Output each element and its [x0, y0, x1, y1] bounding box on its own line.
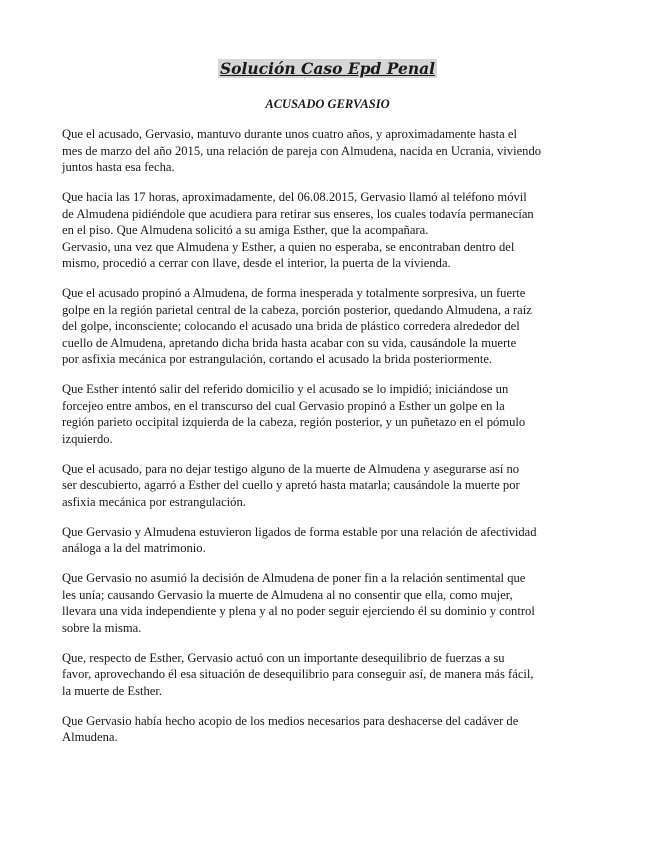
paragraph-line: por asfixia mecánica por estrangulación, cortando el acusado la brida posteriormente. — [62, 352, 493, 366]
paragraph — [62, 126, 562, 176]
paragraph-line: Que el acusado, para no dejar testigo alguno de la muerte de Almudena y asegurarse así no — [62, 461, 520, 476]
paragraph-line: cuello de Almudena, apretando dicha brida hasta acabar con su vida, causándole la muerte — [62, 335, 517, 350]
paragraph-line: mismo, procedió a cerrar con llave, desde el interior, la puerta de la vivienda. — [62, 256, 451, 270]
document-title — [0, 59, 655, 78]
paragraph-line: ser descubierto, agarró a Esther del cuello y apretó hasta matarla; causándole la muerte por — [62, 478, 520, 492]
paragraph — [62, 570, 562, 636]
paragraph-line: les unía; causando Gervasio la muerte de Almudena al no consentir que ella, como mujer, — [62, 587, 513, 602]
paragraph-line: Que hacia las 17 horas, aproximadamente, del 06.08.2015, Gervasio llamó al teléfono móvil — [62, 190, 527, 204]
paragraph-line: juntos hasta esa fecha. — [62, 160, 175, 174]
paragraph-line: Que el acusado, Gervasio, mantuvo durante unos cuatro años, y aproximadamente hasta el — [62, 127, 517, 141]
paragraph-line: Almudena. — [62, 730, 118, 744]
paragraph-line: Que Esther intentó salir del referido domicilio y el acusado se lo impidió; iniciándose un — [62, 382, 509, 396]
paragraph — [62, 381, 562, 447]
document-subtitle: ACUSADO GERVASIO — [265, 97, 390, 111]
paragraph-line: de Almudena pidiéndole que acudiera para retirar sus enseres, los cuales todavía permanecían — [62, 206, 534, 221]
paragraph-line: en el piso. Que Almudena solicitó a su amiga Esther, que la acompañara. — [62, 223, 429, 237]
paragraph-line: Que, respecto de Esther, Gervasio actuó con un importante desequilibrio de fuerzas a su — [62, 650, 505, 665]
paragraph-line: golpe en la región parietal central de la cabeza, porción posterior, quedando Almudena, a raíz — [62, 302, 532, 317]
paragraph-line: Que Gervasio había hecho acopio de los medios necesarios para deshacerse del cadáver de — [62, 713, 519, 728]
paragraph-line: favor, aprovechando él esa situación de desequilibrio para conseguir así, de manera más fácil, — [62, 667, 534, 681]
paragraph-line: región parieto occipital izquierda de la cabeza, región posterior, y un puñetazo en el pómulo — [62, 415, 526, 429]
paragraph — [62, 285, 562, 368]
paragraph — [62, 189, 562, 272]
document-title-text: Solución Caso Epd Penal — [219, 59, 436, 78]
paragraph-line: llevara una vida independiente y plena y al no poder seguir ejerciendo él su dominio y control — [62, 604, 535, 618]
paragraph-line: sobre la misma. — [62, 620, 142, 635]
paragraph-line: la muerte de Esther. — [62, 683, 163, 698]
paragraph — [62, 524, 562, 557]
paragraph-line: asfixia mecánica por estrangulación. — [62, 494, 246, 509]
paragraph — [62, 461, 562, 511]
paragraph-line: análoga a la del matrimonio. — [62, 541, 206, 555]
paragraph — [62, 650, 562, 700]
paragraph-line: Que el acusado propinó a Almudena, de forma inesperada y totalmente sorpresiva, un fuerte — [62, 286, 526, 300]
paragraph-line: mes de marzo del año 2015, una relación de pareja con Almudena, nacida en Ucrania, viviendo — [62, 143, 542, 158]
paragraph-line: Gervasio, una vez que Almudena y Esther, a quien no esperaba, se encontraban dentro del — [62, 239, 515, 254]
paragraph-line: Que Gervasio no asumió la decisión de Almudena de poner fin a la relación sentimental que — [62, 571, 526, 585]
paragraph-line: forcejeo entre ambos, en el transcurso del cual Gervasio propinó a Esther un golpe en la — [62, 398, 505, 413]
paragraph-line: Que Gervasio y Almudena estuvieron ligados de forma estable por una relación de afectividad — [62, 524, 537, 539]
document-body — [62, 126, 562, 759]
paragraph-line: izquierdo. — [62, 431, 113, 446]
paragraph-line: del golpe, inconsciente; colocando el acusado una brida de plástico corredera alrededor del — [62, 319, 520, 333]
paragraph — [62, 713, 562, 746]
